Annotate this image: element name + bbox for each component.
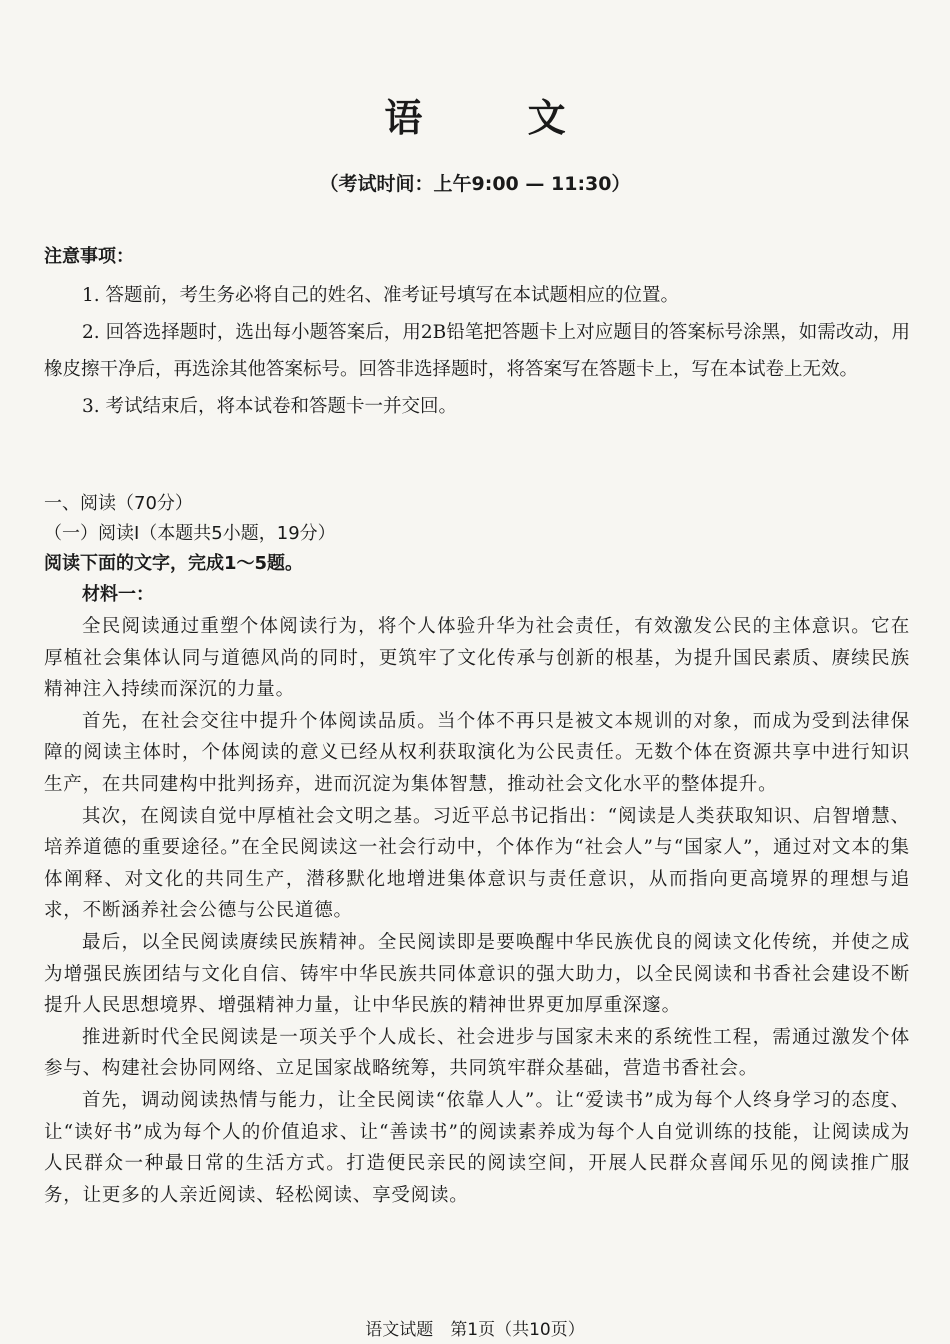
reading-section bbox=[44, 489, 910, 1211]
page-footer: 语文试题 第1页（共10页） bbox=[365, 1320, 585, 1340]
exam-time: （考试时间：上午9:00 — 11:30） bbox=[319, 173, 631, 195]
note-item-1: 1. 答题前，考生务必将自己的姓名、准考证号填写在本试题相应的位置。 bbox=[82, 285, 680, 306]
paragraph: 全民阅读通过重塑个体阅读行为，将个人体验升华为社会责任，有效激发公民的主体意识。它在厚植社会集体认同与道德风尚的同时，更筑牢了文化传承与创新的根基，为提升国民素质、赓续民族精神注入持续而深沉的力量。 bbox=[44, 616, 910, 701]
material-label: 材料一： bbox=[82, 584, 154, 605]
note-item-3: 3. 考试结束后，将本试卷和答题卡一并交回。 bbox=[82, 396, 458, 417]
section-heading: 一、阅读（70分） bbox=[44, 493, 193, 514]
paragraph: 其次，在阅读自觉中厚植社会文明之基。习近平总书记指出：“阅读是人类获取知识、启智增慧、培养道德的重要途径。”在全民阅读这一社会行动中，个体作为“社会人”与“国家人”，通过对文本的集体阐释、对文化的共同生产，潜移默化地增进集体意识与责任意识，从而指向更高境界的理想与追求，不断涵养社会公德与公民道德。 bbox=[44, 805, 910, 922]
paragraph: 推进新时代全民阅读是一项关乎个人成长、社会进步与国家未来的系统性工程，需通过激发个体参与、构建社会协同网络、立足国家战略统筹，共同筑牢群众基础，营造书香社会。 bbox=[44, 1026, 910, 1080]
section-subheading: （一）阅读Ⅰ（本题共5小题，19分） bbox=[44, 523, 336, 544]
note-item-2: 2. 回答选择题时，选出每小题答案后，用2B铅笔把答题卡上对应题目的答案标号涂黑，如需改动，用橡皮擦干净后，再选涂其他答案标号。回答非选择题时，将答案写在答题卡上，写在本试卷上无效。 bbox=[44, 322, 910, 380]
notes-block bbox=[44, 241, 910, 425]
paragraph: 最后，以全民阅读赓续民族精神。全民阅读即是要唤醒中华民族优良的阅读文化传统，并使之成为增强民族团结与文化自信、铸牢中华民族共同体意识的强大助力，以全民阅读和书香社会建设不断提升人民思想境界、增强精神力量，让中华民族的精神世界更加厚重深邃。 bbox=[44, 931, 910, 1017]
section-instruction: 阅读下面的文字，完成1～5题。 bbox=[44, 553, 304, 574]
page-title: 语 文 bbox=[384, 96, 612, 140]
notes-heading: 注意事项： bbox=[44, 246, 134, 267]
paragraph: 首先，调动阅读热情与能力，让全民阅读“依靠人人”。让“爱读书”成为每个人终身学习的态度、让“读好书”成为每个人的价值追求、让“善读书”的阅读素养成为每个人自觉训练的技能，让阅读成为人民群众一种最日常的生活方式。打造便民亲民的阅读空间，开展人民群众喜闻乐见的阅读推广服务，让更多的人亲近阅读、轻松阅读、享受阅读。 bbox=[44, 1089, 910, 1206]
paragraph: 首先，在社会交往中提升个体阅读品质。当个体不再只是被文本规训的对象，而成为受到法律保障的阅读主体时，个体阅读的意义已经从权利获取演化为公民责任。无数个体在资源共享中进行知识生产，在共同建构中批判扬弃，进而沉淀为集体智慧，推动社会文化水平的整体提升。 bbox=[44, 710, 910, 795]
